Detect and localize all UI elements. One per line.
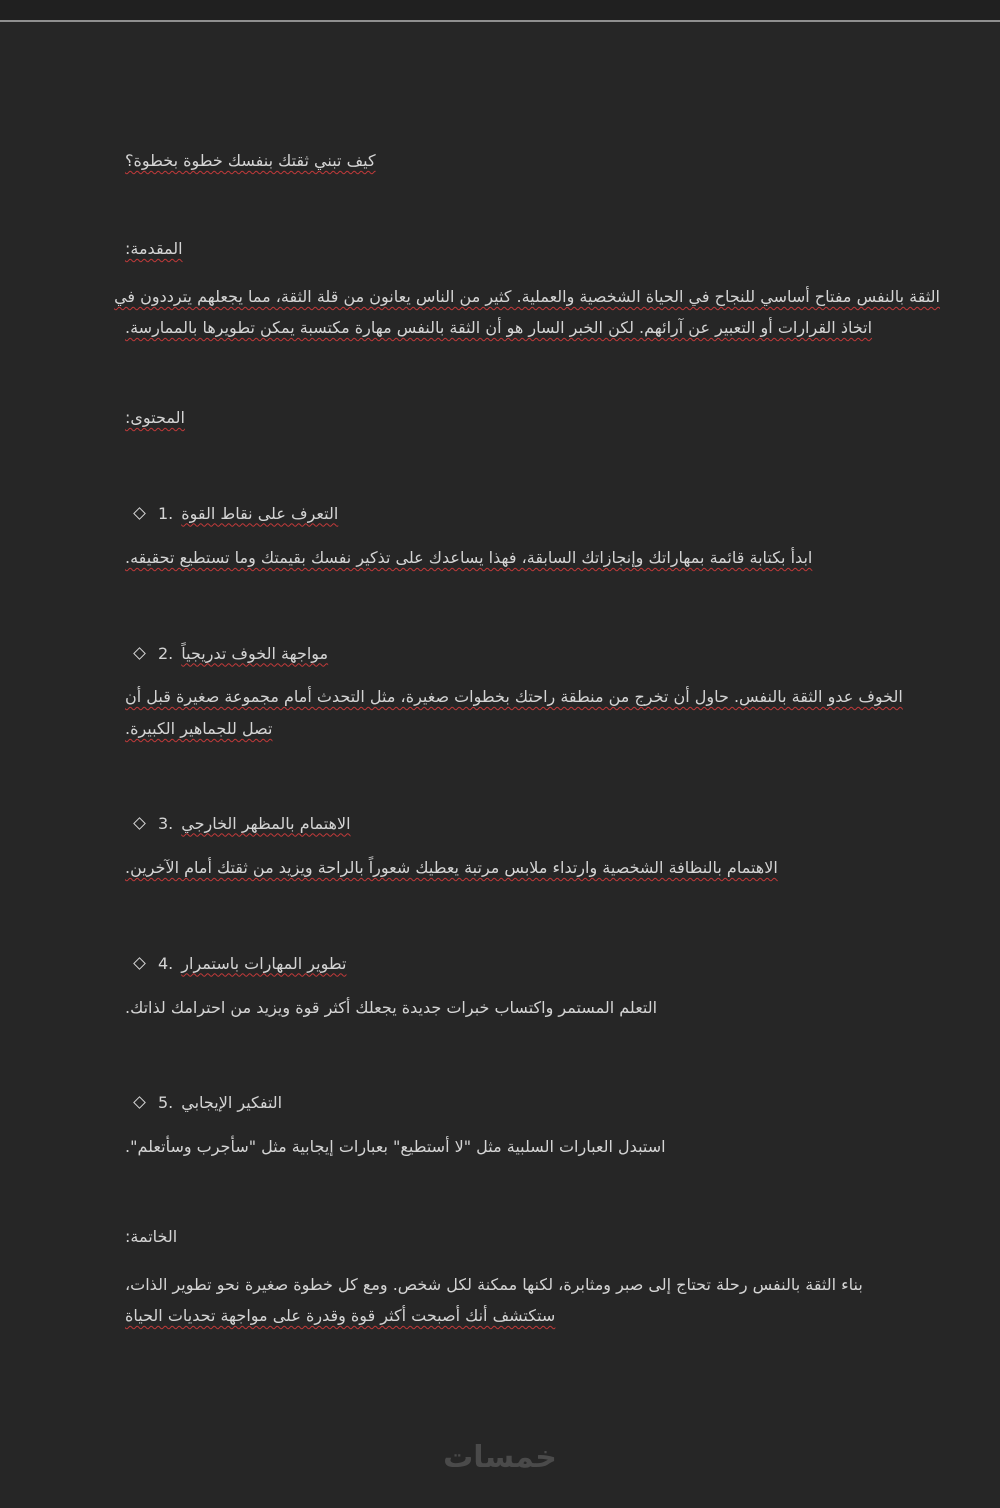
item-title: التعرف على نقاط القوة [181,503,339,523]
conclusion-line-1: بناء الثقة بالنفس رحلة تحتاج إلى صبر ومثابرة، لكنها ممكنة لكل شخص. ومع كل خطوة صغيرة نحو تطوير الذات، [125,1275,863,1294]
item-number: 5. [158,1092,174,1112]
item-4-desc-line-1: التعلم المستمر واكتساب خبرات جديدة يجعلك أكثر قوة ويزيد من احترامك لذاتك. [125,998,658,1017]
item-number: 3. [158,813,174,833]
item-2-desc-line-2: تصل للجماهير الكبيرة. [125,719,273,738]
item-title: الاهتمام بالمظهر الخارجي [181,813,351,833]
item-title: مواجهة الخوف تدريجياً [181,643,329,663]
item-title: التفكير الإيجابي [181,1092,283,1112]
intro-heading: المقدمة: [125,239,183,258]
content-heading: المحتوى: [125,408,185,427]
list-item-4 [135,949,346,977]
diamond-bullet-icon [133,647,146,660]
document-title: كيف تبني ثقتك بنفسك خطوة بخطوة؟ [125,151,376,170]
conclusion-line-2: ستكتشف أنك أصبحت أكثر قوة وقدرة على مواجهة تحديات الحياة [125,1306,556,1325]
intro-line-2: اتخاذ القرارات أو التعبير عن آرائهم. لكن الخبر السار هو أن الثقة بالنفس مهارة مكتسبة يمكن تطويرها بالممارسة. [125,318,873,337]
item-5-desc-line-1: استبدل العبارات السلبية مثل "لا أستطيع" بعبارات إيجابية مثل "سأجرب وسأتعلم". [125,1137,666,1156]
item-1-desc-line-1: ابدأ بكتابة قائمة بمهاراتك وإنجازاتك السابقة، فهذا يساعدك على تذكير نفسك بقيمتك وما تستطيع تحقيقه. [125,548,813,567]
intro-line-1: الثقة بالنفس مفتاح أساسي للنجاح في الحياة الشخصية والعملية. كثير من الناس يعانون من قلة الثقة، مما يجعلهم يترددون في [114,287,940,306]
list-item-3 [135,809,351,837]
item-number: 1. [158,503,174,523]
list-item-1 [135,499,338,527]
item-title: تطوير المهارات باستمرار [181,953,347,973]
conclusion-heading: الخاتمة: [125,1227,178,1246]
item-2-desc-line-1: الخوف عدو الثقة بالنفس. حاول أن تخرج من منطقة راحتك بخطوات صغيرة، مثل التحدث أمام مجموعة صغيرة قبل أن [125,687,903,706]
item-3-desc-line-1: الاهتمام بالنظافة الشخصية وارتداء ملابس مرتبة يعطيك شعوراً بالراحة ويزيد من ثقتك أمام الآخرين. [125,858,778,877]
watermark-logo: خمسات [443,1440,557,1475]
top-bar [0,0,1000,22]
diamond-bullet-icon [133,817,146,830]
list-item-2 [135,639,328,667]
item-number: 4. [158,953,174,973]
diamond-bullet-icon [133,1096,146,1109]
diamond-bullet-icon [133,507,146,520]
list-item-5 [135,1088,282,1116]
diamond-bullet-icon [133,957,146,970]
item-number: 2. [158,643,174,663]
